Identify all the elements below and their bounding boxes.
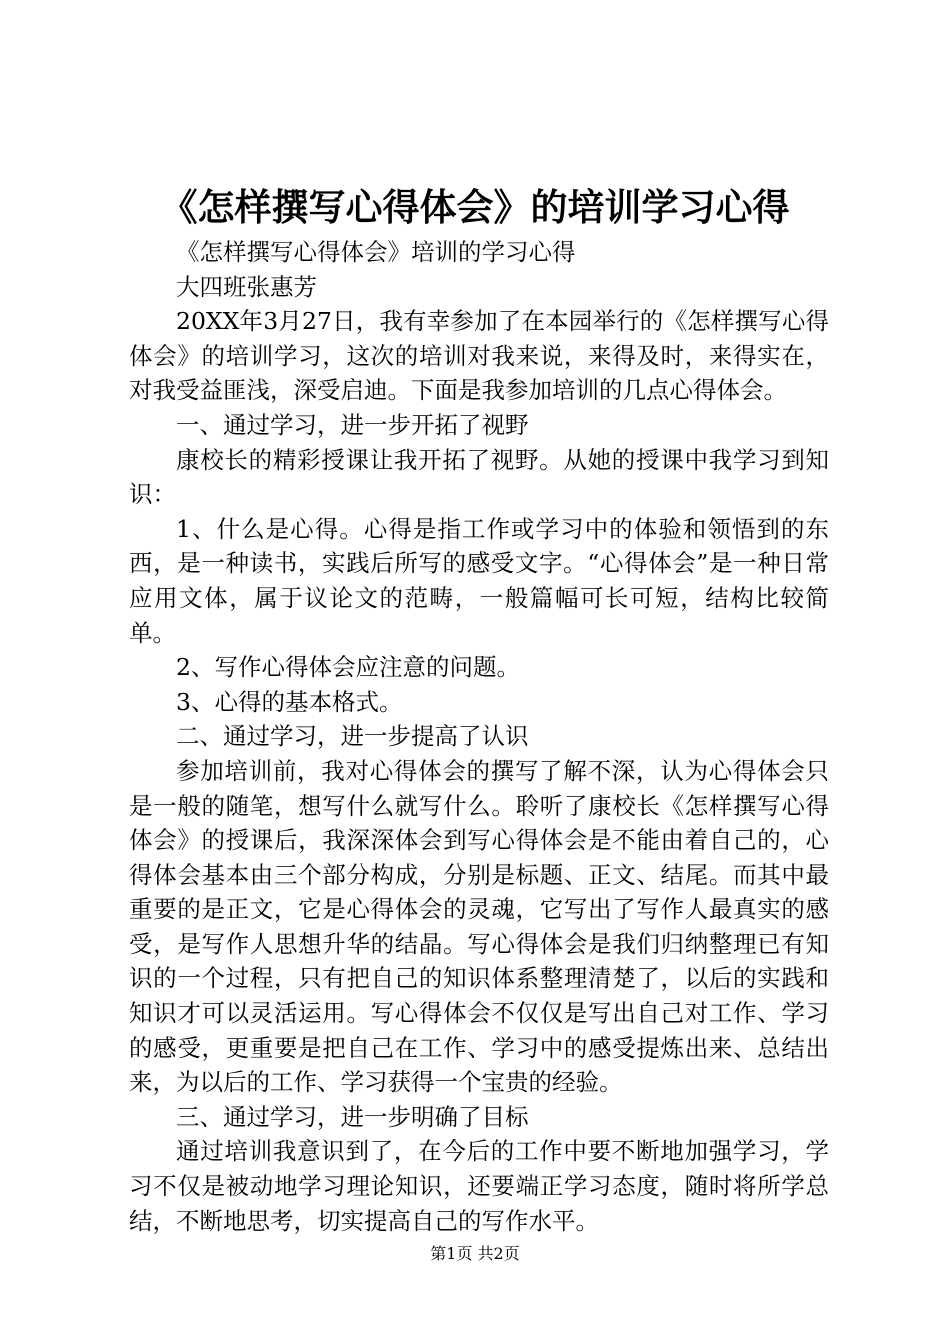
body-paragraph: 通过培训我意识到了，在今后的工作中要不断地加强学习，学习不仅是被动地学习理论知识，还要端正学习态度，随时将所学总结，不断地思考，切实提高自己的写作水平。 (129, 1137, 829, 1235)
body-paragraph: 康校长的精彩授课让我开拓了视野。从她的授课中我学习到知识： (129, 445, 829, 509)
list-item-1: 1、什么是心得。心得是指工作或学习中的体验和领悟到的东西，是一种读书，实践后所写的感受文字。“心得体会”是一种日常应用文体，属于议论文的范畴，一般篇幅可长可短，结构比较简单。 (129, 514, 829, 647)
list-item-3: 3、心得的基本格式。 (176, 687, 403, 716)
section-heading-2: 二、通过学习，进一步提高了认识 (176, 722, 529, 751)
section-heading-3: 三、通过学习，进一步明确了目标 (176, 1102, 529, 1131)
author-paragraph: 大四班张惠芳 (176, 272, 317, 301)
document-title: 《怎样撰写心得体会》的培训学习心得 (160, 185, 790, 229)
list-item-2: 2、写作心得体会应注意的问题。 (176, 653, 520, 682)
page-number-footer: 第1页 共2页 (430, 1244, 520, 1263)
section-heading-1: 一、通过学习，进一步开拓了视野 (176, 410, 529, 439)
intro-paragraph: 20XX年3月27日，我有幸参加了在本园举行的《怎样撰写心得体会》的培训学习，这次的培训对我来说，来得及时，来得实在，对我受益匪浅，深受启迪。下面是我参加培训的几点心得体会。 (129, 307, 829, 405)
subtitle-paragraph: 《怎样撰写心得体会》培训的学习心得 (176, 238, 576, 266)
document-body (129, 235, 829, 1238)
body-paragraph: 参加培训前，我对心得体会的撰写了解不深，认为心得体会只是一般的随笔，想写什么就写什么。聆听了康校长《怎样撰写心得体会》的授课后，我深深体会到写心得体会是不能由着自己的，心得体会基本由三个部分构成，分别是标题、正文、结尾。而其中最重要的是正文，它是心得体会的灵魂，它写出了写作人最真实的感受，是写作人思想升华的结晶。写心得体会是我们归纳整理已有知识的一个过程，只有把自己的知识体系整理清楚了，以后的实践和知识才可以灵活运用。写心得体会不仅仅是写出自己对工作、学习的感受，更重要是把自己在工作、学习中的感受提炼出来、总结出来，为以后的工作、学习获得一个宝贵的经验。 (129, 756, 829, 1097)
